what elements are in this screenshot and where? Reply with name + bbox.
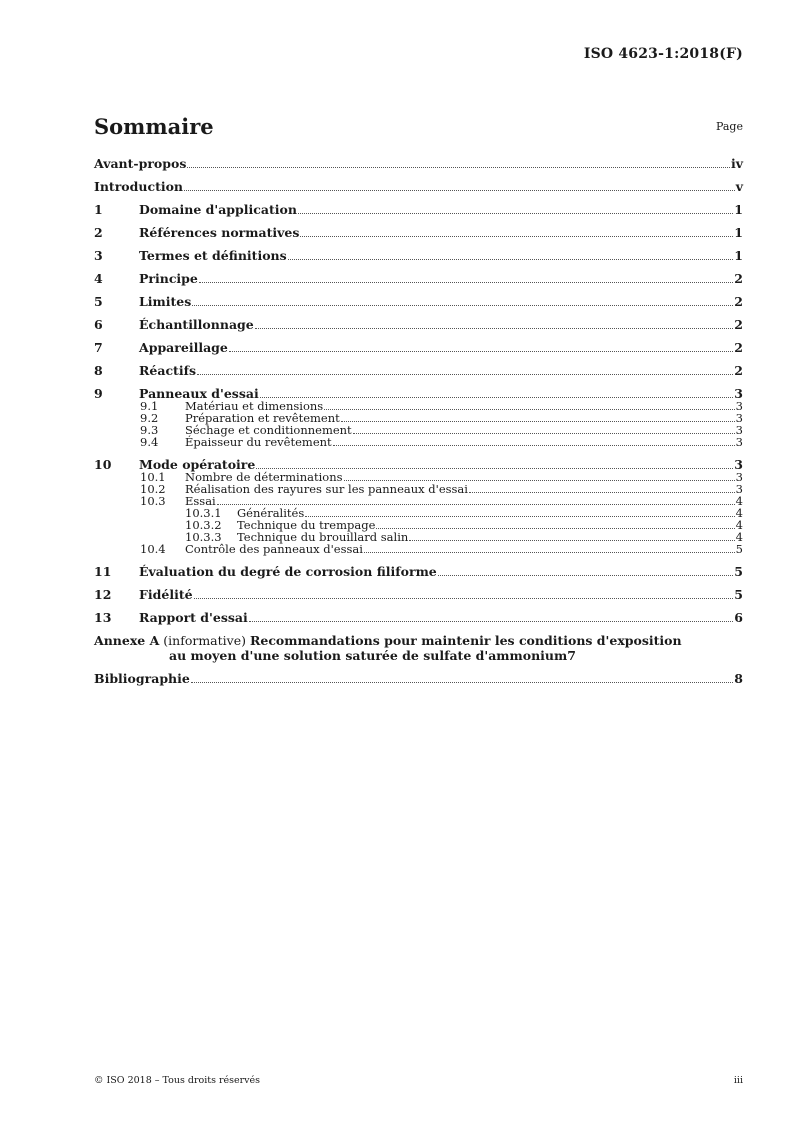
toc-entry-title: Domaine d'application — [139, 202, 297, 217]
toc-entry-page: 4 — [735, 494, 743, 508]
dot-leader — [288, 259, 734, 260]
toc-entry-page: 7 — [567, 648, 576, 663]
toc-entry-title: Évaluation du degré de corrosion filiforme — [139, 564, 437, 579]
toc-entry-page: 4 — [735, 518, 743, 532]
toc-entry-title: Technique du brouillard salin — [237, 530, 409, 544]
toc-entry-number: 2 — [94, 225, 103, 240]
toc-entry-title: Nombre de déterminations — [185, 470, 343, 484]
toc-entry-title: Panneaux d'essai — [139, 386, 259, 401]
toc-entry-number: 9 — [94, 386, 103, 401]
dot-leader — [364, 552, 735, 553]
dot-leader — [438, 575, 734, 576]
toc-entry-number: 9.4 — [140, 435, 159, 449]
annex-title-line-1 — [94, 633, 743, 648]
toc-entry-clause-7[interactable] — [94, 340, 743, 355]
toc-entry-number: 10.2 — [140, 482, 166, 496]
toc-entry-title: Introduction — [94, 179, 184, 194]
toc-entry-page: 1 — [734, 202, 743, 217]
toc-entry-clause-3[interactable] — [94, 248, 743, 263]
toc-entry-title: Contrôle des panneaux d'essai — [185, 542, 363, 556]
toc-entry-number: 10.4 — [140, 542, 166, 556]
dot-leader — [187, 167, 730, 168]
dot-leader — [344, 480, 735, 481]
dot-leader — [333, 445, 735, 446]
toc-entry-number: 4 — [94, 271, 103, 286]
toc-entry-title: Technique du trempage — [237, 518, 376, 532]
toc-entry-page: 3 — [735, 411, 743, 425]
toc-entry-page: v — [735, 179, 743, 194]
toc-entry-number: 10.3.1 — [185, 506, 222, 520]
annex-label: Annexe A — [94, 633, 160, 648]
toc-entry-page: 3 — [734, 386, 743, 401]
document-code: ISO 4623-1:2018(F) — [583, 46, 743, 62]
toc-entry-title: Réactifs — [139, 363, 196, 378]
toc-entry-page: 3 — [735, 435, 743, 449]
toc-entry-number: 8 — [94, 363, 103, 378]
toc-entry-clause-8[interactable] — [94, 363, 743, 378]
toc-entry-title: Séchage et conditionnement — [185, 423, 352, 437]
page-column-label: Page — [715, 120, 743, 133]
toc-entry-clause-4[interactable] — [94, 271, 743, 286]
toc-entry-title: Épaisseur du revêtement — [185, 435, 332, 449]
toc-entry-number: 10.3.3 — [185, 530, 222, 544]
toc-entry-title: Bibliographie — [94, 671, 190, 686]
toc-entry-bibliography[interactable] — [94, 671, 743, 686]
dot-leader — [469, 492, 735, 493]
dot-leader — [409, 540, 734, 541]
toc-entry-title: Rapport d'essai — [139, 610, 248, 625]
toc-entry-number: 10.3.2 — [185, 518, 222, 532]
toc-entry-number: 9.3 — [140, 423, 159, 437]
dot-leader — [300, 236, 733, 237]
toc-entry-title: Principe — [139, 271, 198, 286]
toc-entry-clause-11[interactable] — [94, 564, 743, 579]
toc-entry-clause-1[interactable] — [94, 202, 743, 217]
toc-entry-title: Échantillonnage — [139, 317, 254, 332]
toc-entry-number: 10.3 — [140, 494, 166, 508]
toc-subentry-10-4[interactable] — [94, 544, 743, 556]
copyright-notice: © ISO 2018 – Tous droits réservés — [94, 1075, 261, 1086]
toc-entry-page: 2 — [734, 294, 743, 309]
toc-entry-title: Avant-propos — [94, 156, 187, 171]
toc-entry-introduction[interactable] — [94, 179, 743, 194]
page-number: iii — [733, 1075, 743, 1086]
toc-entry-number: 6 — [94, 317, 103, 332]
toc-entry-annex-a[interactable] — [94, 633, 743, 663]
toc-entry-page: 1 — [734, 225, 743, 240]
toc-entry-page: 5 — [735, 542, 743, 556]
dot-leader — [194, 598, 734, 599]
toc-entry-title: Termes et définitions — [139, 248, 287, 263]
toc-entry-number: 9.1 — [140, 399, 159, 413]
toc-entry-page: 3 — [734, 457, 743, 472]
toc-entry-clause-5[interactable] — [94, 294, 743, 309]
toc-entry-number: 12 — [94, 587, 112, 602]
toc-entry-number: 11 — [94, 564, 112, 579]
toc-entry-page: 5 — [734, 564, 743, 579]
toc-entry-number: 13 — [94, 610, 112, 625]
dot-leader — [376, 528, 734, 529]
toc-entry-title: Matériau et dimensions — [185, 399, 324, 413]
toc-entry-page: 3 — [735, 423, 743, 437]
toc-entry-page: 4 — [735, 506, 743, 520]
toc-heading: Sommaire — [94, 114, 214, 139]
dot-leader — [199, 282, 733, 283]
toc-entry-clause-6[interactable] — [94, 317, 743, 332]
toc-entry-page: 5 — [734, 587, 743, 602]
toc-entry-title: Fidélité — [139, 587, 193, 602]
toc-entry-avant-propos[interactable] — [94, 156, 743, 171]
toc-entry-page: 2 — [734, 317, 743, 332]
annex-title-first-line: Recommandations pour maintenir les conditions d'exposition — [249, 633, 682, 648]
toc-entry-page: 2 — [734, 340, 743, 355]
annex-qualifier: (informative) — [163, 633, 246, 648]
toc-entry-page: 3 — [735, 470, 743, 484]
toc-entry-title: Références normatives — [139, 225, 300, 240]
toc-entry-title: Généralités — [237, 506, 305, 520]
toc-entry-number: 7 — [94, 340, 103, 355]
dot-leader — [192, 305, 733, 306]
dot-leader — [353, 433, 735, 434]
toc-entry-page: 3 — [735, 482, 743, 496]
dot-leader — [217, 504, 735, 505]
toc-entry-number: 1 — [94, 202, 103, 217]
dot-leader — [298, 213, 733, 214]
toc-entry-page: 4 — [735, 530, 743, 544]
toc-entry-page: 6 — [734, 610, 743, 625]
toc-entry-title: Appareillage — [139, 340, 228, 355]
toc-entry-number: 9.2 — [140, 411, 159, 425]
toc-entry-page: 2 — [734, 363, 743, 378]
toc-entry-number: 10 — [94, 457, 112, 472]
toc-entry-title: Préparation et revêtement — [185, 411, 340, 425]
dot-leader — [305, 516, 734, 517]
dot-leader — [255, 328, 734, 329]
dot-leader — [197, 374, 733, 375]
dot-leader — [260, 397, 734, 398]
toc-entry-page: iv — [730, 156, 743, 171]
toc-entry-clause-12[interactable] — [94, 587, 743, 602]
toc-entry-number: 10.1 — [140, 470, 166, 484]
dot-leader — [341, 421, 735, 422]
toc-entry-number: 3 — [94, 248, 103, 263]
dot-leader — [249, 621, 734, 622]
toc-entry-page: 1 — [734, 248, 743, 263]
toc-entry-page: 8 — [734, 671, 743, 686]
dot-leader — [184, 190, 735, 191]
toc-entry-page: 3 — [735, 399, 743, 413]
table-of-contents — [94, 156, 743, 686]
toc-entry-title: Essai — [185, 494, 216, 508]
dot-leader — [191, 682, 733, 683]
toc-entry-title: Réalisation des rayures sur les panneaux d'essai — [185, 482, 468, 496]
annex-title-second-line: au moyen d'une solution saturée de sulfate d'ammonium — [169, 648, 568, 663]
toc-entry-title: Limites — [139, 294, 192, 309]
annex-title-line-2 — [94, 648, 743, 663]
dot-leader — [256, 468, 733, 469]
toc-entry-page: 2 — [734, 271, 743, 286]
toc-entry-title: Mode opératoire — [139, 457, 256, 472]
toc-entry-clause-2[interactable] — [94, 225, 743, 240]
toc-entry-number: 5 — [94, 294, 103, 309]
dot-leader — [324, 409, 734, 410]
dot-leader — [229, 351, 733, 352]
toc-entry-clause-13[interactable] — [94, 610, 743, 625]
toc-subentry-9-4[interactable] — [94, 437, 743, 449]
